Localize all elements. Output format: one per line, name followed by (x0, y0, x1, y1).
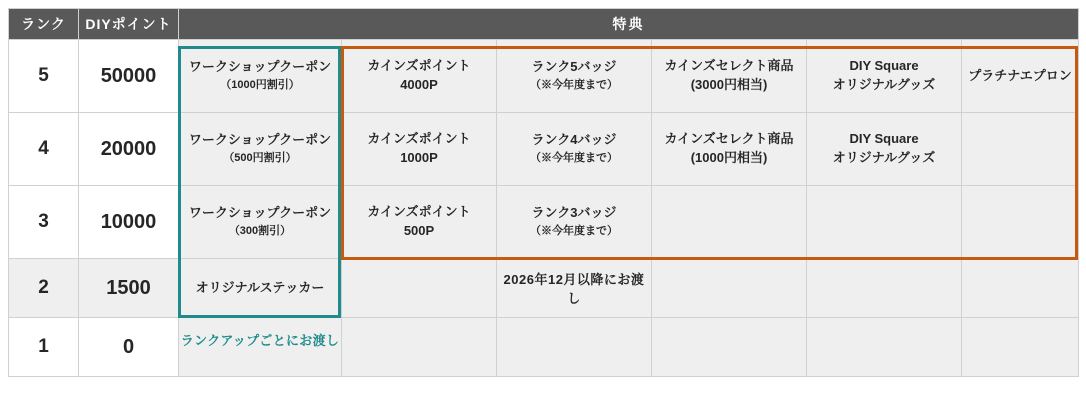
cell-benefit-diy-square-goods (807, 113, 962, 186)
table-row (9, 113, 1079, 186)
benefit-sub: 4000P (400, 77, 438, 92)
benefit-sub: オリジナルグッズ (832, 77, 936, 92)
cell-benefit-diy-square-goods (807, 40, 962, 113)
benefit-main: カインズセレクト商品 (664, 131, 794, 147)
benefit-main: カインズポイント (367, 58, 471, 74)
cell-rank: 1 (9, 318, 79, 377)
benefit-main: カインズポイント (367, 131, 471, 147)
benefit-main: プラチナエプロン (968, 67, 1072, 83)
cell-benefit-empty (807, 318, 962, 377)
header-rank: ランク (9, 9, 79, 40)
cell-points: 20000 (79, 113, 179, 186)
cell-benefit-empty (962, 259, 1079, 318)
cell-benefit-empty (962, 113, 1079, 186)
cell-benefit-empty (652, 259, 807, 318)
benefit-main: DIY Square (849, 58, 919, 74)
benefit-sub: （300割引） (228, 224, 292, 237)
cell-benefit-workshop-coupon (179, 40, 342, 113)
cell-benefit-empty (962, 186, 1079, 259)
benefit-main: ランク5バッジ (531, 59, 617, 75)
table-row (9, 186, 1079, 259)
cell-points: 50000 (79, 40, 179, 113)
cell-benefit-empty (342, 318, 497, 377)
benefit-sub: （500円割引） (223, 151, 297, 164)
benefit-main: オリジナルステッカー (195, 279, 325, 295)
cell-benefit-original-sticker (179, 259, 342, 318)
benefit-main: ワークショップクーポン (188, 132, 332, 148)
benefit-main: ワークショップクーポン (188, 59, 332, 75)
benefit-main: ワークショップクーポン (188, 205, 332, 221)
cell-benefit-empty (497, 318, 652, 377)
rankup-note-label: ランクアップごとにお渡し (180, 333, 340, 348)
benefit-sub: (3000円相当) (690, 77, 768, 92)
header-points: DIYポイント (79, 9, 179, 40)
benefit-sub: 1000P (400, 150, 438, 165)
benefit-sub: （※今年度まで） (530, 151, 618, 164)
table-header-row (9, 9, 1079, 40)
cell-benefit-workshop-coupon (179, 113, 342, 186)
benefit-sub: （※今年度まで） (530, 224, 618, 237)
cell-benefit-empty (807, 186, 962, 259)
cell-benefit-cainz-select (652, 113, 807, 186)
benefit-sub: 500P (403, 223, 435, 238)
cell-benefit-cainz-points (342, 186, 497, 259)
delivery-note: 2026年12月以降にお渡し (497, 259, 652, 318)
benefit-main: DIY Square (849, 131, 919, 147)
benefit-sub: オリジナルグッズ (832, 150, 936, 165)
cell-benefit-empty (652, 186, 807, 259)
cell-benefit-cainz-points (342, 40, 497, 113)
cell-rank: 4 (9, 113, 79, 186)
benefit-sub: （1000円割引） (220, 78, 300, 91)
cell-benefit-cainz-points (342, 113, 497, 186)
cell-benefit-empty (652, 318, 807, 377)
cell-points: 10000 (79, 186, 179, 259)
benefit-sub: （※今年度まで） (530, 78, 618, 91)
table-row (9, 40, 1079, 113)
benefit-main: ランク3バッジ (531, 205, 617, 221)
cell-benefit-platinum-apron (962, 40, 1079, 113)
cell-rank: 5 (9, 40, 79, 113)
cell-benefit-rank-badge (497, 40, 652, 113)
benefit-main: ランク4バッジ (531, 132, 617, 148)
cell-benefit-empty (342, 259, 497, 318)
cell-points: 1500 (79, 259, 179, 318)
header-benefits: 特典 (179, 9, 1079, 40)
rank-benefits-table (8, 8, 1079, 377)
cell-benefit-rank-badge (497, 113, 652, 186)
table-row (9, 318, 1079, 377)
cell-points: 0 (79, 318, 179, 377)
cell-benefit-workshop-coupon (179, 186, 342, 259)
benefit-sub: (1000円相当) (690, 150, 768, 165)
benefit-main: カインズセレクト商品 (664, 58, 794, 74)
cell-benefit-empty (962, 318, 1079, 377)
benefit-main: カインズポイント (367, 204, 471, 220)
cell-benefit-empty (807, 259, 962, 318)
cell-rank: 2 (9, 259, 79, 318)
cell-benefit-cainz-select (652, 40, 807, 113)
cell-benefit-rank-badge (497, 186, 652, 259)
cell-rank: 3 (9, 186, 79, 259)
table-row (9, 259, 1079, 318)
